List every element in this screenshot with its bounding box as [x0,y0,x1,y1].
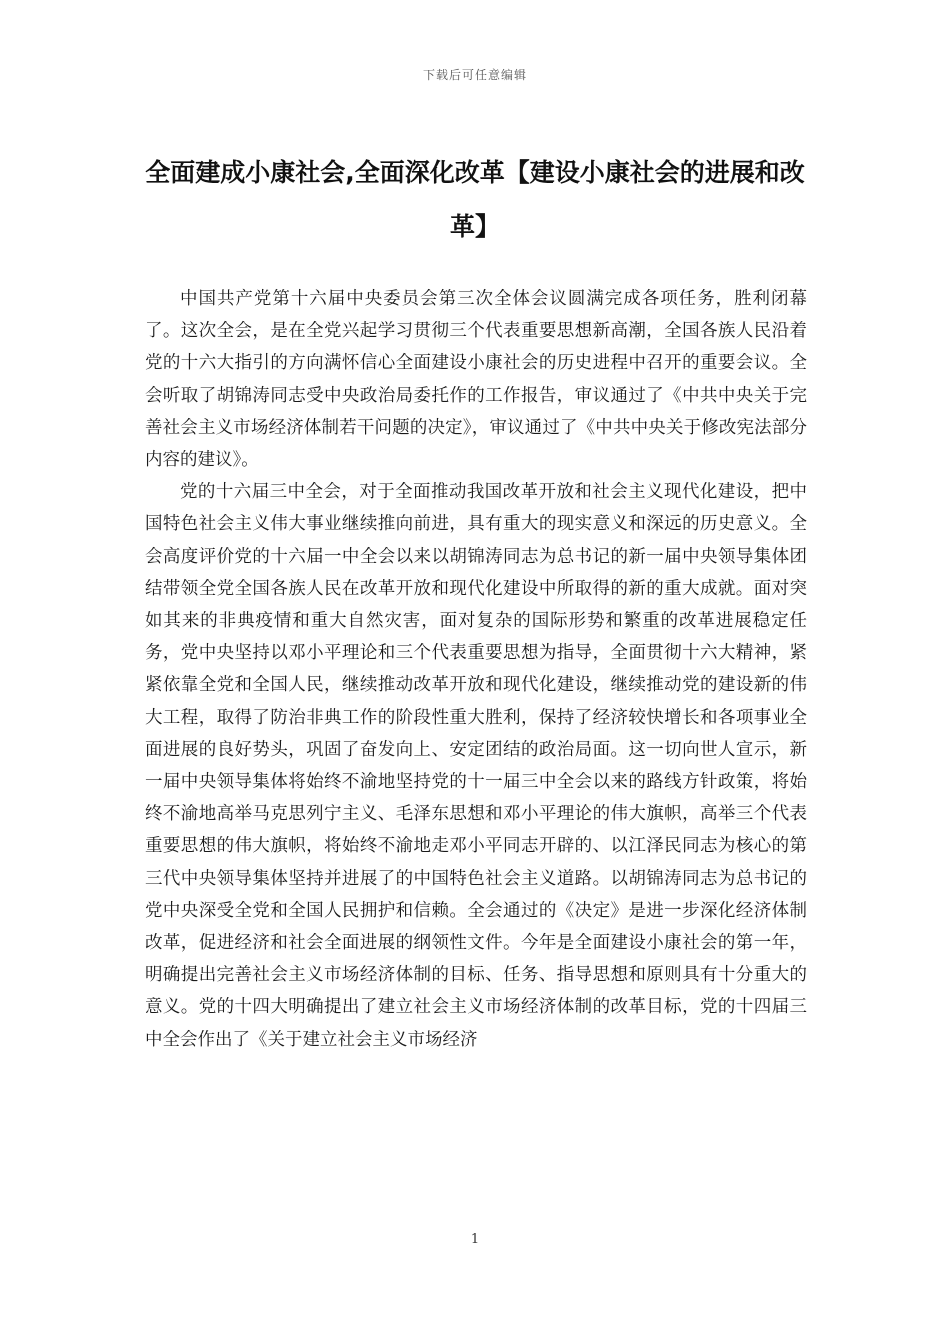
header-note: 下载后可任意编辑 [422,68,527,82]
paragraph-2: 党的十六届三中全会，对于全面推动我国改革开放和社会主义现代化建设，把中国特色社会主义伟大事业继续推向前进，具有重大的现实意义和深远的历史意义。全会高度评价党的十六届一中全会以来以胡锦涛同志为总书记的新一届中央领导集体团结带领全党全国各族人民在改革开放和现代化建设中所取得的新的重大成就。面对突如其来的非典疫情和重大自然灾害，面对复杂的国际形势和繁重的改革进展稳定任务，党中央坚持以邓小平理论和三个代表重要思想为指导，全面贯彻十六大精神，紧紧依靠全党和全国人民，继续推动改革开放和现代化建设，继续推动党的建设新的伟大工程，取得了防治非典工作的阶段性重大胜利，保持了经济较快增长和各项事业全面进展的良好势头，巩固了奋发向上、安定团结的政治局面。这一切向世人宣示，新一届中央领导集体将始终不渝地坚持党的十一届三中全会以来的路线方针政策，将始终不渝地高举马克思列宁主义、毛泽东思想和邓小平理论的伟大旗帜，高举三个代表重要思想的伟大旗帜，将始终不渝地走邓小平同志开辟的、以江泽民同志为核心的第三代中央领导集体坚持并进展了的中国特色社会主义道路。以胡锦涛同志为总书记的党中央深受全党和全国人民拥护和信赖。全会通过的《决定》是进一步深化经济体制改革，促进经济和社会全面进展的纲领性文件。今年是全面建设小康社会的第一年，明确提出完善社会主义市场经济体制的目标、任务、指导思想和原则具有十分重大的意义。党的十四大明确提出了建立社会主义市场经济体制的改革目标，党的十四届三中全会作出了《关于建立社会主义市场经济 [145,482,807,1050]
paragraph-1: 中国共产党第十六届中央委员会第三次全体会议圆满完成各项任务，胜利闭幕了。这次全会，是在全党兴起学习贯彻三个代表重要思想新高潮，全国各族人民沿着党的十六大指引的方向满怀信心全面建设小康社会的历史进程中召开的重要会议。全会听取了胡锦涛同志受中央政治局委托作的工作报告，审议通过了《中共中央关于完善社会主义市场经济体制若干问题的决定》，审议通过了《中共中央关于修改宪法部分内容的建议》。 [145,289,807,471]
page-number: 1 [470,1232,480,1247]
document-title: 全面建成小康社会,全面深化改革【建设小康社会的进展和改革】 [145,158,805,241]
document-body [145,283,807,1056]
